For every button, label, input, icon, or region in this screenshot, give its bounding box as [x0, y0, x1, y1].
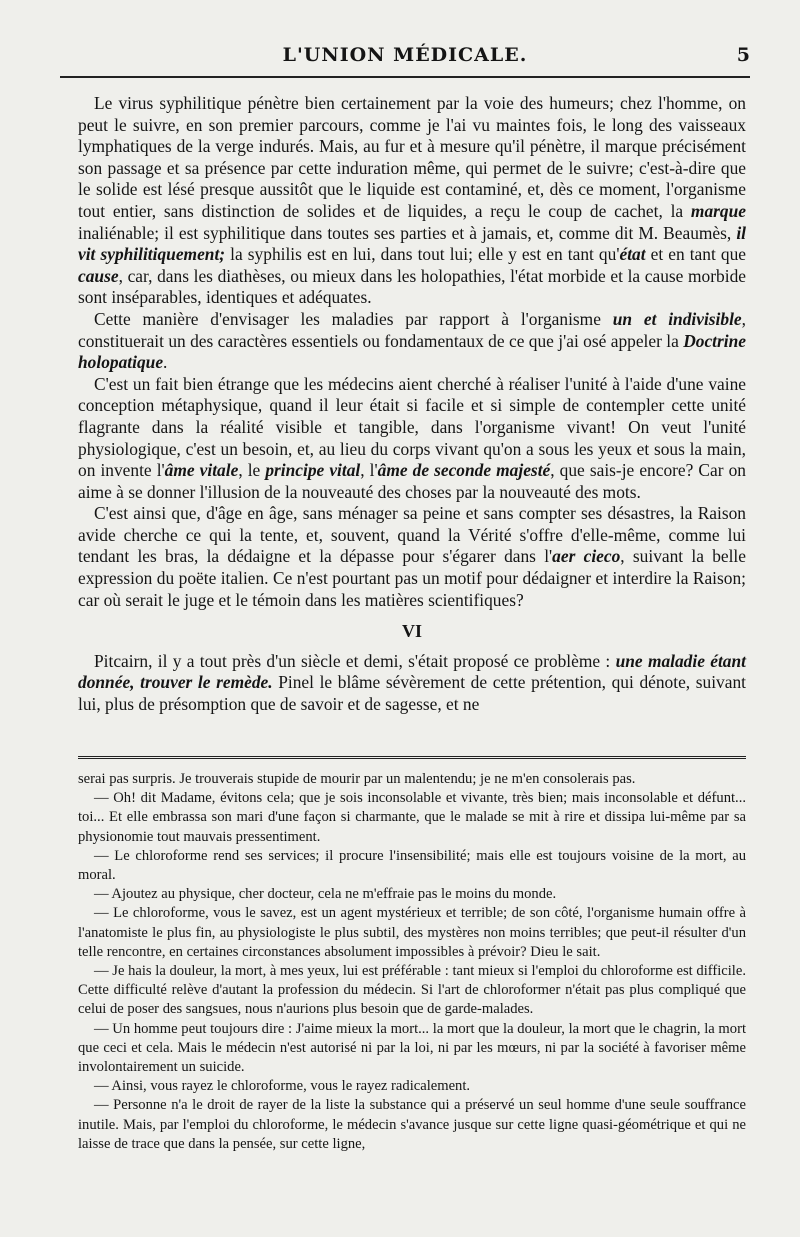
footnote-paragraph: — Je hais la douleur, la mort, à mes yeux, lui est préférable : tant mieux si l'emploi du chloroforme est difficile. Cette difficulté relève d'autant la profession du médecin. Si l'art de chloroformer n'était pas plus compliqué que celui de poser des sangsues, nous n'aurions plus besoin que de garde-malades. — [78, 963, 746, 1018]
paragraph: Pitcairn, il y a tout près d'un siècle et demi, s'était proposé ce problème : une maladie étant donnée, trouver le remède. Pinel le blâme sévèrement de cette prétention, qui dénote, suivant lui, plus de présomption que de savoir et de sagesse, et ne — [78, 650, 746, 715]
footnote-paragraph: — Le chloroforme rend ses services; il procure l'insensibilité; mais elle est toujours voisine de la mort, au moral. — [78, 847, 746, 884]
footnote-paragraph: serai pas surpris. Je trouverais stupide de mourir par un malentendu; je ne m'en consolerais pas. — [78, 771, 636, 787]
footnote-paragraph: — Personne n'a le droit de rayer de la liste la substance qui a préservé un seul homme d'une seule souffrance inutile. Mais, par l'emploi du chloroforme, le médecin s'avance jusque sur cette ligne quasi-géométrique et qui ne laisse de trace que dans la pensée, sur cette ligne, — [78, 1097, 746, 1152]
paragraph: C'est un fait bien étrange que les médecins aient cherché à réaliser l'unité à l'aide d'une vaine conception métaphysique, quand il leur était si facile et si simple de contempler cette unité flagrante dans la réalité visible et tangible, dans l'organisme vivant! On veut l'unité physiologique, c'est un besoin, et, au lieu du corps vivant qu'on a sous les yeux et sous la main, on invente l'âme vitale, le principe vital, l'âme de seconde majesté, que sais-je encore? Car on aime à se donner l'illusion de la nouveauté des choses par la nouveauté des mots. — [78, 373, 746, 502]
header-rule — [60, 76, 750, 78]
footnote-rule — [78, 756, 746, 761]
paragraph: C'est ainsi que, d'âge en âge, sans ménager sa peine et sans compter ses désastres, la Raison avide cherche ce qui la tente, et, souvent, quand la Vérité s'offre d'elle-même, comme lui tendant les bras, la dédaigne et la dépasse pour s'égarer dans l'aer cieco, suivant la belle expression du poëte italien. Ce n'est pourtant pas un motif pour dédaigner et interdire la Raison; car où serait le juge et le témoin dans les matières scientifiques? — [78, 503, 746, 610]
footnote-paragraph: — Un homme peut toujours dire : J'aime mieux la mort... la mort que la douleur, la mort que le chagrin, la mort que ceci et cela. Mais le médecin n'est autorisé ni par la loi, ni par les mœurs, ni par la société à favoriser même involontairement un suicide. — [78, 1020, 746, 1076]
paragraph: Le virus syphilitique pénètre bien certainement par la voie des humeurs; chez l'homme, on peut le suivre, en son premier parcours, comme je l'ai vu maintes fois, le long des vaisseaux lymphatiques de la verge indurés. Mais, au fur et à mesure qu'il pénètre, il marque précisément son passage et sa présence par cette induration même, qui permet de le suivre; c'est-à-dire que le solide est lésé presque aussitôt que le liquide est contaminé, et, dès ce moment, l'organisme tout entier, sans distinction de solides et de liquides, a reçu le coup de cachet, la marque inaliénable; il est syphilitique dans toutes ses parties et à jamais, et, comme dit M. Beaumès, il vit syphilitiquement; la syphilis est en lui, dans tout lui; elle y est en tant qu'état et en tant que cause, car, dans les diathèses, ou mieux dans les holopathies, l'état morbide et la cause morbide sont inséparables, identiques et adéquates. — [78, 93, 746, 308]
journal-title: L'UNION MÉDICALE. — [282, 44, 528, 66]
footnote-paragraph: — Ajoutez au physique, cher docteur, cela ne m'effraie pas le moins du monde. — [94, 886, 557, 903]
paragraph: Cette manière d'envisager les maladies par rapport à l'organisme un et indivisible, constituerait un des caractères essentiels ou fondamentaux de ce que j'ai osé appeler la Doctrine holopatique. — [78, 308, 746, 373]
page-number: 5 — [736, 44, 750, 66]
main-text — [78, 93, 746, 716]
running-head — [60, 44, 750, 74]
footnote-paragraph: — Oh! dit Madame, évitons cela; que je sois inconsolable et vivante, très bien; mais inconsolable et défunt... toi... Et elle embrassa son mari d'une façon si charmante, que le malade se mit à rire et dissipa lui-même par sa physionomie tout mauvais pressentiment. — [78, 790, 746, 845]
section-heading: VI — [401, 621, 422, 642]
footnote-text — [78, 770, 746, 1154]
footnote-paragraph: — Le chloroforme, vous le savez, est un agent mystérieux et terrible; de son côté, l'organisme humain offre à l'anatomiste le plus fin, au physiologiste le plus subtil, des mystères non moins terribles; que peut-il résulter d'un telle rencontre, en certaines circonstances absolument impossibles à prévoir? Dieu le sait. — [78, 905, 746, 960]
footnote-paragraph: — Ainsi, vous rayez le chloroforme, vous le rayez radicalement. — [94, 1078, 471, 1095]
